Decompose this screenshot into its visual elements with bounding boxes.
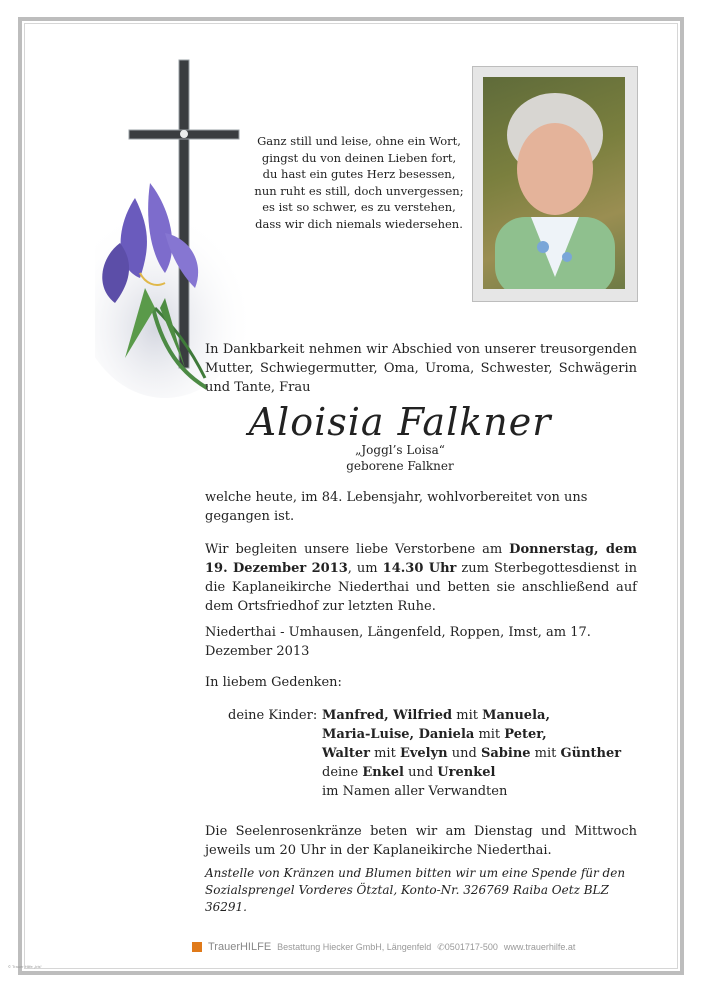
deceased-nickname: „Joggl’s Loisa“ (355, 443, 445, 457)
family-line (322, 725, 642, 744)
brand-logo-icon (192, 942, 202, 952)
footer (192, 941, 575, 953)
connector: mit (530, 746, 561, 761)
deceased-name: Aloisia Falkner (248, 400, 552, 444)
family-line (322, 744, 642, 763)
donation-text: Anstelle von Kränzen und Blumen bitten wir um eine Spende für den Sozialsprengel Vorderes Ötztal, Konto-Nr. 326769 Raiba Oetz BLZ 36291. (205, 866, 626, 914)
connector: deine (322, 765, 363, 780)
names: Walter (322, 746, 370, 761)
poem-line: gingst du von deinen Lieben fort, (261, 150, 457, 165)
family-list (322, 706, 642, 801)
family-line: im Namen aller Verwandten (322, 784, 508, 799)
names: Manfred, Wilfried (322, 708, 453, 723)
connector: mit (369, 746, 400, 761)
funeral-text-part: Wir begleiten unsere liebe Verstorbene am (205, 542, 510, 557)
memorial-poem (248, 133, 470, 232)
portrait-illustration (483, 77, 625, 289)
names: Peter, (504, 727, 547, 742)
portrait-photo (483, 77, 625, 289)
phone-number: ✆0501717-500 (437, 941, 498, 952)
company-name: Bestattung Hiecker GmbH, Längenfeld (277, 942, 432, 952)
rosary-text: Die Seelenrosenkränze beten wir am Dienstag und Mittwoch jeweils um 20 Uhr in der Kaplaneikirche Niederthai. (205, 824, 637, 858)
poem-line: es ist so schwer, es zu verstehen, (262, 200, 456, 214)
memory-heading: In liebem Gedenken: (205, 675, 342, 690)
children-label: deine Kinder: (228, 708, 318, 723)
copyright-note: © Trauer Hilfe „Iris“ (8, 964, 42, 969)
portrait-frame (472, 66, 638, 302)
poem-line: du hast ein gutes Herz besessen, (262, 167, 456, 181)
connector: und (447, 746, 481, 761)
poem-line: Ganz still und leise, ohne ein Wort, (257, 134, 461, 148)
deceased-birth-name: geborene Falkner (346, 459, 454, 473)
connector: und (403, 765, 438, 780)
names: Manuela, (482, 708, 550, 723)
names: Günther (560, 746, 622, 761)
connector: mit (452, 708, 483, 723)
funeral-time: 14.30 Uhr (382, 561, 457, 576)
family-line (322, 763, 642, 782)
funeral-text (205, 540, 637, 616)
connector: mit (474, 727, 505, 742)
names: Sabine (480, 746, 531, 761)
names: Urenkel (437, 765, 496, 780)
brand-name: TrauerHILFE (208, 941, 272, 953)
family-line (322, 706, 642, 725)
intro-text: In Dankbarkeit nehmen wir Abschied von unserer treusorgenden Mutter, Schwiegermutter, Oma, Uroma, Schwester, Schwägerin und Tante, Frau (205, 342, 637, 395)
funeral-text-part: , um (347, 561, 383, 576)
passing-text: welche heute, im 84. Lebensjahr, wohlvorbereitet von uns gegangen ist. (205, 490, 588, 524)
funeral-date: Donnerstag, dem 19. Dezember 2013 (205, 542, 637, 576)
funeral-text-part: zum Sterbegottesdienst in die Kaplaneikirche Niederthai und betten sie anschließend auf dem Ortsfriedhof zur letzten Ruhe. (205, 561, 638, 614)
poem-line: dass wir dich niemals wiedersehen. (255, 216, 463, 231)
website-link[interactable]: www.trauerhilfe.at (503, 942, 576, 952)
names: Evelyn (399, 746, 448, 761)
place-date: Niederthai - Umhausen, Längenfeld, Roppen, Imst, am 17. Dezember 2013 (205, 625, 591, 659)
poem-line: nun ruht es still, doch unvergessen; (254, 183, 464, 198)
names: Enkel (362, 765, 404, 780)
names: Maria-Luise, Daniela (322, 727, 475, 742)
